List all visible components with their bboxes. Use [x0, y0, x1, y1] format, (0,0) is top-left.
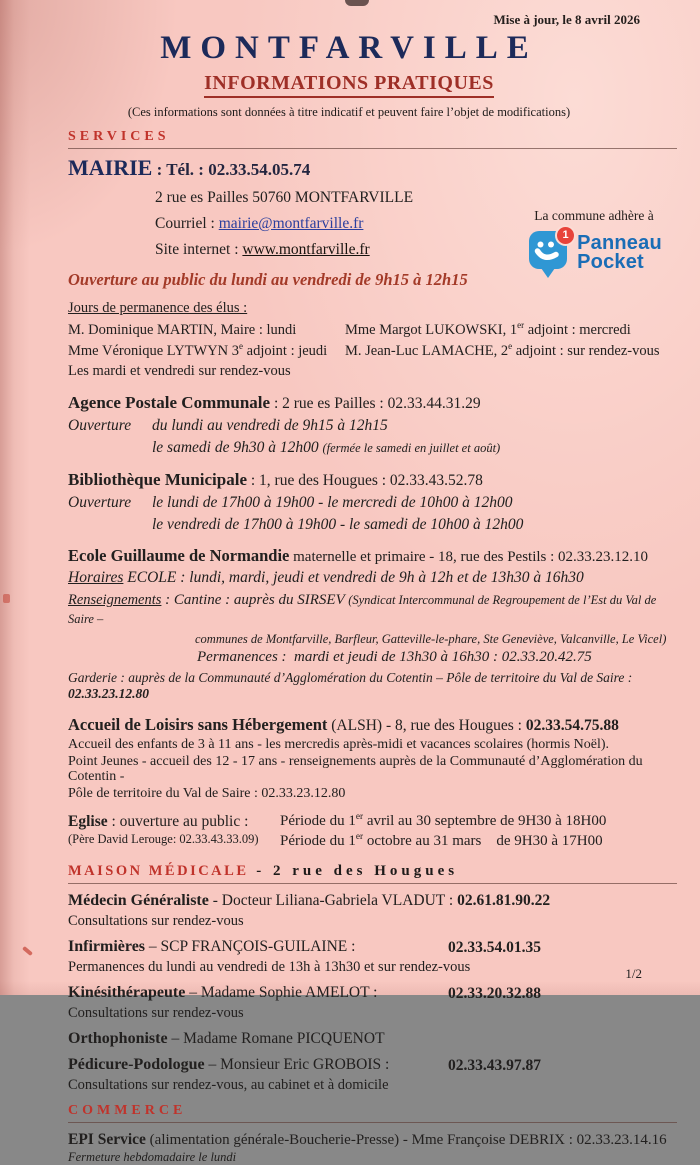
shop-details: (alimentation générale-Boucherie-Presse) - Mme Françoise DEBRIX : 02.33.23.14.16 — [145, 1132, 667, 1149]
eglise-contact: (Père David Lerouge: 02.33.43.33.09) — [68, 831, 259, 846]
garderie-text: Garderie : auprès de la Communauté d’Agglomération du Cotentin – Pôle de territoire du Val de Saire : — [68, 669, 633, 685]
service-eglise — [68, 812, 677, 850]
garderie-phone: 02.33.23.12.80 — [68, 685, 149, 701]
opening-hours: le lundi de 17h00 à 19h00 - le mercredi de 10h00 à 12h00 — [152, 493, 513, 511]
page-number: 1/2 — [625, 966, 642, 981]
medical-entry — [68, 1056, 677, 1094]
update-date: Mise à jour, le 8 avril 2026 — [493, 12, 640, 27]
mairie-name: MAIRIE — [68, 155, 153, 180]
practitioner-note: Consultations sur rendez-vous — [68, 913, 244, 930]
ouverture-label: Ouverture — [68, 417, 132, 435]
page-title: MONTFARVILLE — [160, 30, 538, 66]
service-details: : 1, rue des Hougues : 02.33.43.52.78 — [247, 471, 483, 489]
mairie-phone: : Tél. : 02.33.54.05.74 — [152, 160, 311, 179]
medical-entry — [68, 984, 677, 1022]
service-details: : 2 rue es Pailles : 02.33.44.31.29 — [270, 395, 481, 413]
permanence-cell: M. Dominique MARTIN, Maire : lundi — [68, 322, 297, 338]
medical-entry — [68, 892, 677, 930]
service-details: : ouverture au public : — [107, 813, 249, 831]
practitioner-note: Consultations sur rendez-vous — [68, 1005, 244, 1022]
alsh-description: Pôle de territoire du Val de Saire : 02.33.23.12.80 — [68, 786, 346, 802]
practitioner-note: Permanences du lundi au vendredi de 13h à 13h30 et sur rendez-vous — [68, 959, 471, 976]
eglise-periode: Période du 1er octobre au 31 mars de 9H30 à 17H00 — [280, 831, 603, 849]
medical-entry — [68, 1030, 677, 1048]
shop-name: EPI Service — [68, 1131, 146, 1149]
sirsev-note: communes de Montfarville, Barfleur, Gatteville-le-phare, Ste Geneviève, Valcanville, Le Vicel) — [195, 632, 667, 647]
permanence-cell: Mme Véronique LYTWYN 3e adjoint : jeudi — [68, 340, 328, 359]
practitioner-phone: 02.33.43.97.87 — [448, 1057, 541, 1075]
alsh-description: Point Jeunes - accueil des 12 - 17 ans - renseignements auprès de la Communauté d’Agglomération du Cotentin - — [68, 754, 643, 785]
service-alsh — [68, 715, 677, 801]
panneau-pocket-block — [508, 208, 680, 279]
practitioner-phone: 02.61.81.90.22 — [457, 892, 551, 910]
practitioner-specialty: Infirmières — [68, 938, 146, 956]
permanence-heading: Jours de permanence des élus : — [68, 300, 248, 316]
practitioner-specialty: Orthophoniste — [68, 1030, 168, 1048]
permanence-table — [68, 320, 677, 361]
horaires-text: ECOLE : lundi, mardi, jeudi et vendredi de 9h à 12h et de 13h30 à 16h30 — [123, 569, 584, 587]
mairie-header — [68, 155, 677, 181]
practitioner-name: - Docteur Liliana-Gabriela VLADUT : — [208, 892, 458, 910]
medical-entry — [68, 938, 677, 976]
practitioner-name: – Madame Romane PICQUENOT — [167, 1030, 385, 1048]
renseignements-text: : Cantine : auprès du SIRSEV — [161, 592, 349, 609]
service-details: (ALSH) - 8, rue des Hougues : — [327, 716, 526, 734]
practitioner-name: – SCP FRANÇOIS-GUILAINE : — [145, 938, 356, 956]
medical-address: - 2 rue des Hougues — [248, 863, 459, 880]
section-rule — [68, 1122, 677, 1123]
section-heading-services: SERVICES — [68, 129, 170, 144]
permanence-note: Les mardi et vendredi sur rendez-vous — [68, 363, 291, 380]
panneau-pocket-icon — [526, 227, 572, 279]
opening-hours-note: (fermée le samedi en juillet et août) — [322, 440, 501, 455]
eglise-periode: Période du 1er avril au 30 septembre de 9H30 à 18H00 — [280, 812, 607, 830]
cantine-permanences: Permanences : mardi et jeudi de 13h30 à 16h30 : 02.33.20.42.75 — [197, 648, 592, 665]
section-heading-commerce: COMMERCE — [68, 1103, 187, 1119]
website-link[interactable]: www.montfarville.fr — [242, 241, 370, 258]
practitioner-name: – Madame Sophie AMELOT : — [185, 984, 378, 1002]
practitioner-specialty: Médecin Généraliste — [68, 892, 209, 910]
document-header — [68, 30, 677, 120]
alsh-phone: 02.33.54.75.88 — [525, 716, 619, 734]
practitioner-name: – Monsieur Eric GROBOIS : — [204, 1056, 390, 1074]
notification-badge: 1 — [555, 225, 576, 246]
practitioner-note: Consultations sur rendez-vous, au cabinet et à domicile — [68, 1077, 389, 1094]
opening-hours: le vendredi de 17h00 à 19h00 - le samedi de 10h00 à 12h00 — [152, 515, 524, 533]
practitioner-specialty: Pédicure-Podologue — [68, 1056, 205, 1074]
ouverture-label: Ouverture — [68, 493, 132, 511]
service-name: Ecole Guillaume de Normandie — [68, 546, 290, 566]
practitioner-phone: 02.33.20.32.88 — [448, 985, 541, 1003]
email-label: Courriel : — [155, 215, 219, 232]
email-link[interactable]: mairie@montfarville.fr — [218, 215, 364, 232]
section-heading-maison-medicale: MAISON MÉDICALE - 2 rue des Hougues — [68, 863, 459, 880]
section-rule — [68, 883, 677, 884]
horaires-label: Horaires — [68, 569, 124, 587]
commerce-entry — [68, 1131, 677, 1165]
website-label: Site internet : — [155, 241, 243, 258]
service-bibliotheque — [68, 470, 677, 534]
service-poste — [68, 393, 677, 457]
opening-hours: du lundi au vendredi de 9h15 à 12h15 — [152, 417, 388, 435]
panneau-pocket-tagline: La commune adhère à — [534, 208, 654, 223]
shop-closure-note: Fermeture hebdomadaire le lundi — [68, 1150, 237, 1165]
practitioner-specialty: Kinésithérapeute — [68, 984, 186, 1002]
disclaimer-text: (Ces informations sont données à titre indicatif et peuvent faire l’objet de modifications) — [127, 105, 571, 119]
service-details: maternelle et primaire - 18, rue des Pestils : 02.33.23.12.10 — [289, 549, 649, 566]
renseignements-label: Renseignements — [68, 592, 162, 609]
alsh-description: Accueil des enfants de 3 à 11 ans - les mercredis après-midi et vacances scolaires (hormis Noël). — [68, 736, 609, 752]
service-name: Accueil de Loisirs sans Hébergement — [68, 714, 328, 734]
service-name: Eglise — [68, 813, 108, 831]
mairie-address: 2 rue es Pailles 50760 MONTFARVILLE — [155, 189, 414, 206]
page-subtitle: INFORMATIONS PRATIQUES — [204, 72, 494, 98]
mairie-opening-hours: Ouverture au public du lundi au vendredi de 9h15 à 12h15 — [68, 270, 468, 289]
practitioner-phone: 02.33.54.01.35 — [448, 939, 541, 957]
section-rule — [68, 148, 677, 149]
opening-hours: le samedi de 9h30 à 12h00 — [152, 438, 323, 456]
service-name: Bibliothèque Municipale — [68, 469, 247, 489]
permanence-cell: M. Jean-Luc LAMACHE, 2e adjoint : sur rendez-vous — [345, 340, 660, 359]
sirsev-note: (Syndicat Intercommunal de Regroupement de l’Est du Val de Saire – — [68, 593, 657, 627]
panneau-pocket-wordmark: Panneau Pocket — [577, 232, 662, 273]
service-ecole — [68, 546, 677, 702]
service-name: Agence Postale Communale — [68, 393, 271, 413]
permanence-cell: Mme Margot LUKOWSKI, 1er adjoint : mercredi — [345, 320, 631, 338]
